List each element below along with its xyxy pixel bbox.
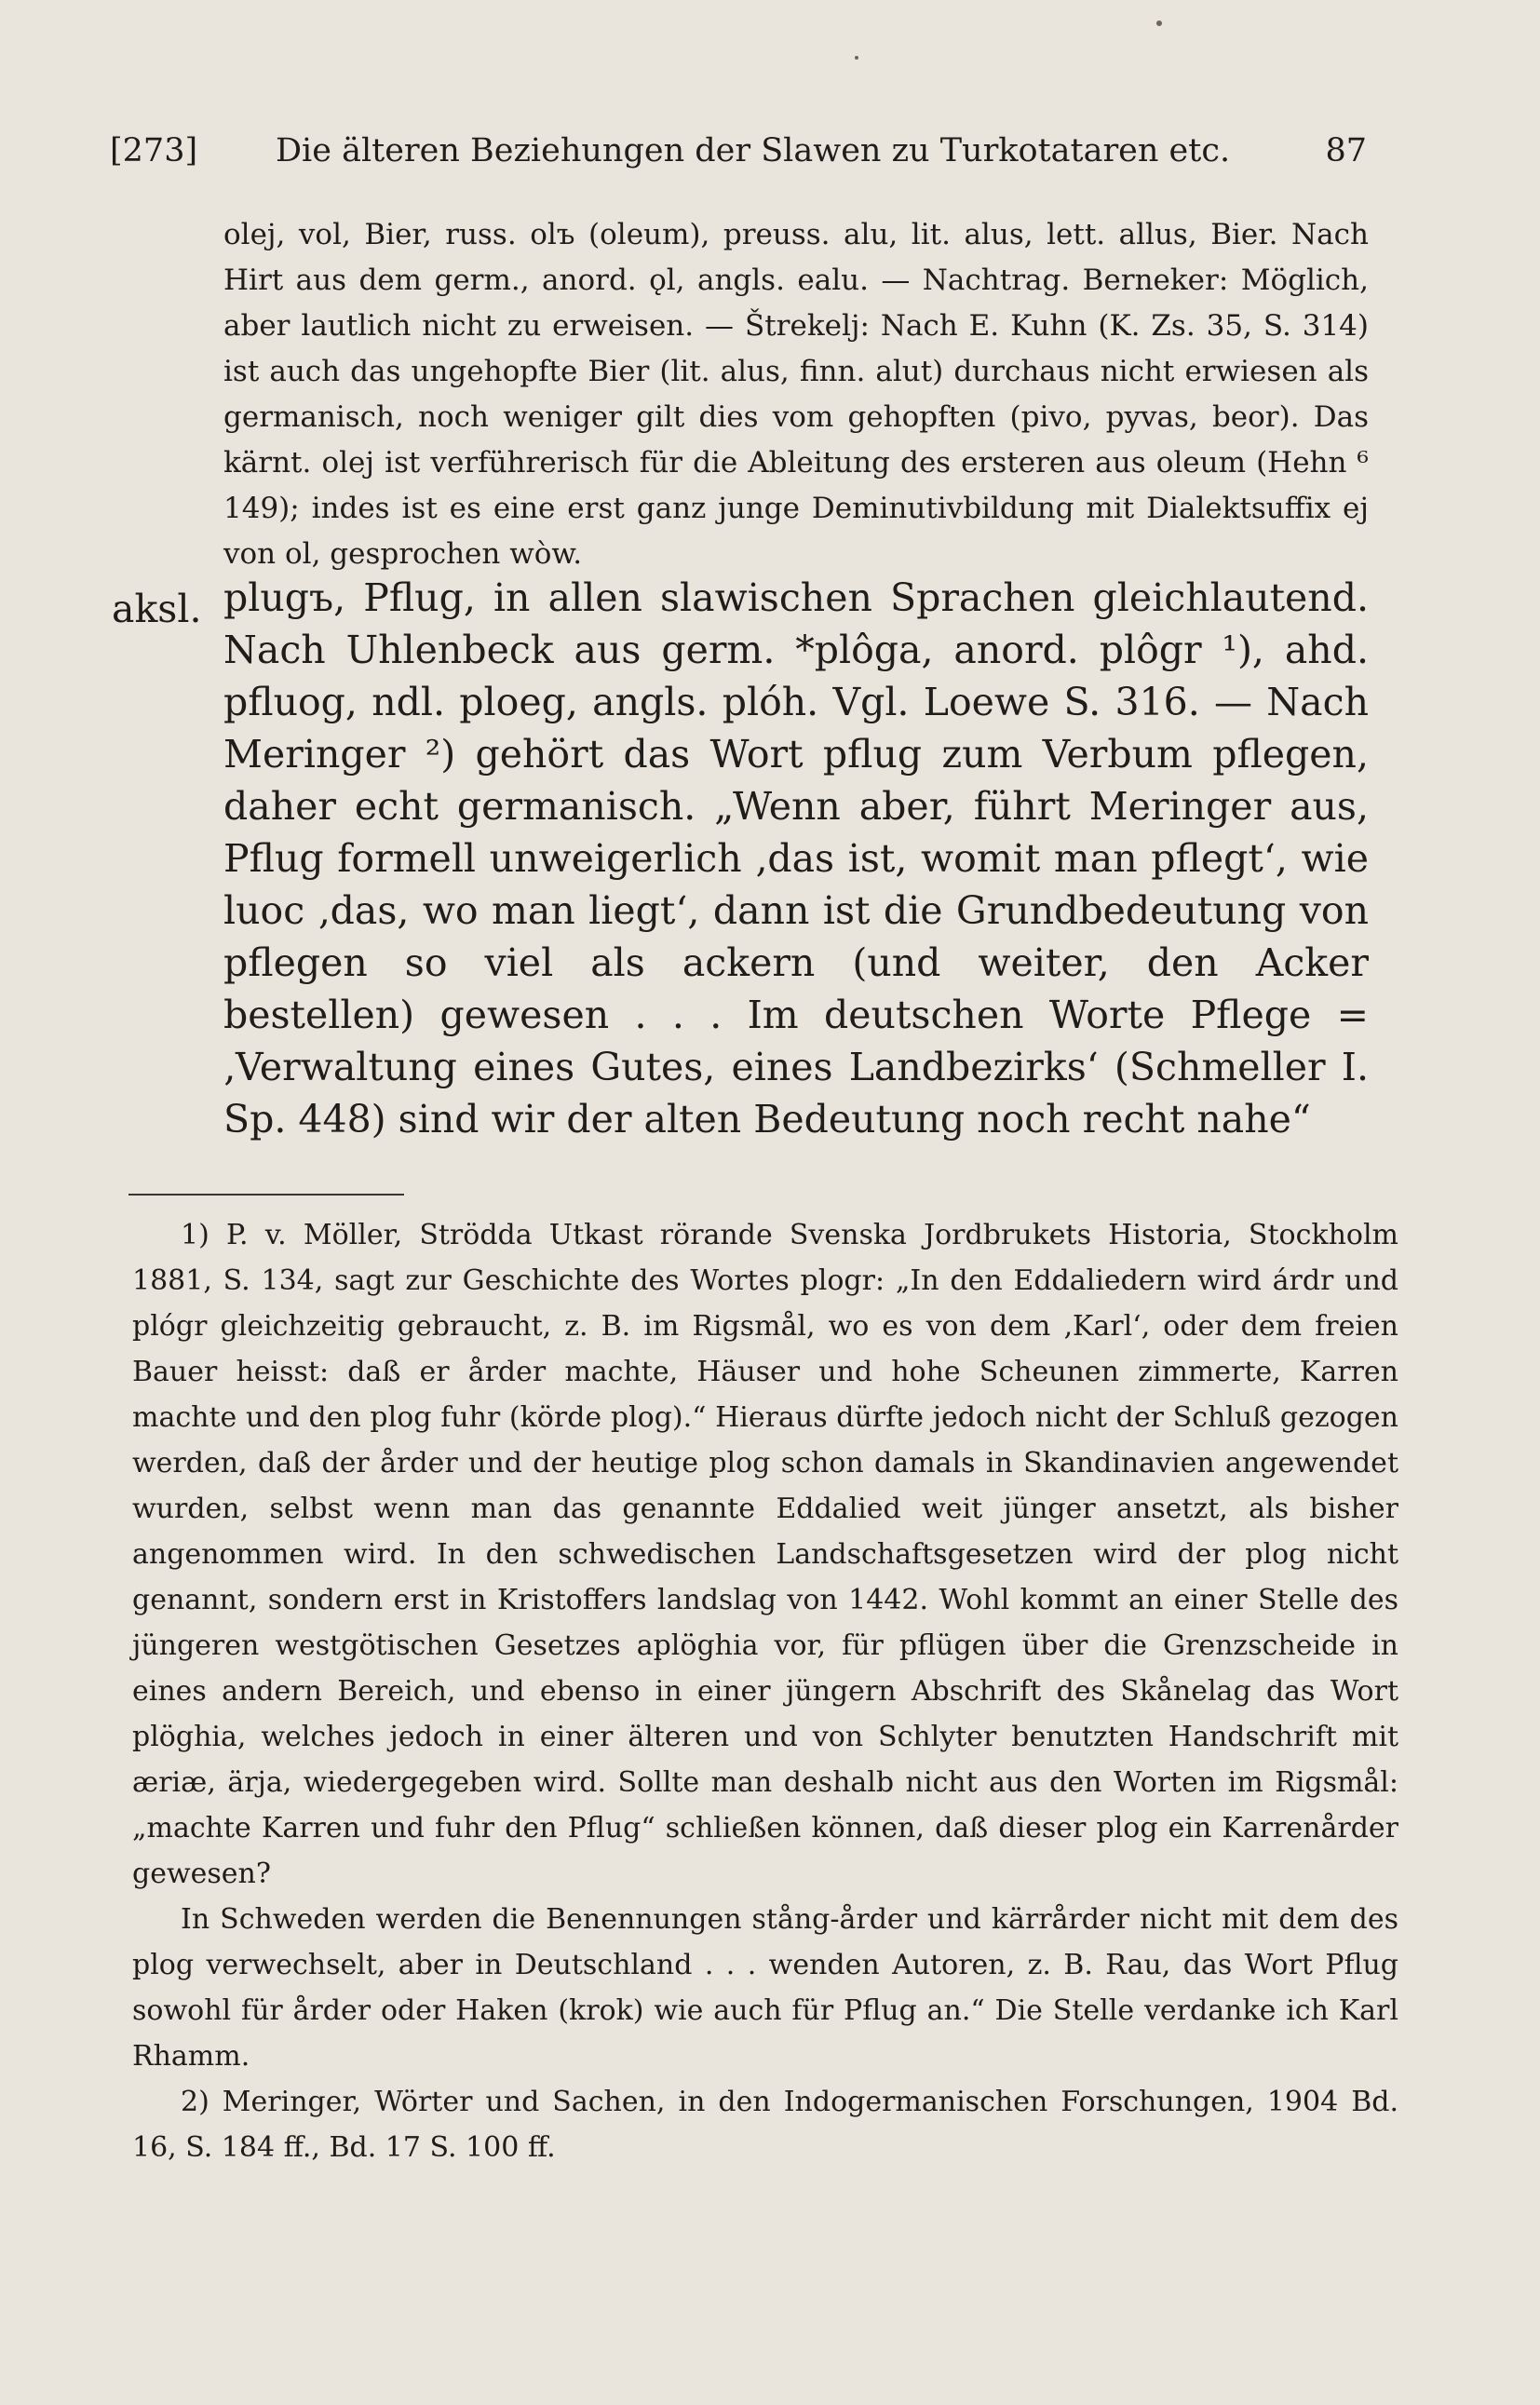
dictionary-entry <box>223 572 1369 1145</box>
footnote-2: 2) Meringer, Wörter und Sachen, in den Indogermanischen Forschungen, 1904 Bd. 16, S. 184 ff., Bd. 17 S. 100 ff. <box>132 2086 1398 2164</box>
folio-number: 87 <box>1325 132 1367 169</box>
paper-speck <box>855 56 858 60</box>
footnote-1: 1) P. v. Möller, Strödda Utkast rörande Svenska Jordbrukets Historia, Stockholm 1881, S. 134, sagt zur Geschichte des Wortes plogr: „In den Eddaliedern wird árdr und plógr gleichzeitig gebraucht, z. B. im Rigsmål, wo es von dem ‚Karl‘, oder dem freien Bauer heisst: daß er årder machte, Häuser und hohe Scheunen zimmerte, Karren machte und den plog fuhr (körde plog).“ Hieraus dürfte jedoch nicht der Schluß gezogen werden, daß der årder und der heutige plog schon damals in Skandinavien angewendet wurden, selbst wenn man das genannte Eddalied weit jünger ansetzt, als bisher angenommen wird. In den schwedischen Landschaftsgesetzen wird der plog nicht genannt, sondern erst in Kristoffers landslag von 1442. Wohl kommt an einer Stelle des jüngeren westgötischen Gesetzes aplöghia vor, für pflügen über die Grenzscheide in eines andern Bereich, und ebenso in einer jüngern Abschrift des Skånelag das Wort plöghia, welches jedoch in einer älteren und von Schlyter benutzten Handschrift mit æriæ, ärja, wiedergegeben wird. Sollte man deshalb nicht aus den Worten im Rigsmål: „machte Karren und fuhr den Pflug“ schließen können, daß dieser plog ein Karrenårder gewesen? <box>132 1219 1398 1890</box>
entry-language-prefix: aksl. <box>112 587 202 631</box>
running-title: Die älteren Beziehungen der Slawen zu Turkotataren etc. <box>276 132 1231 169</box>
footnote-1-continued: In Schweden werden die Benennungen stång-årder und kärrårder nicht mit dem des plog verwechselt, aber in Deutschland . . . wenden Autoren, z. B. Rau, das Wort Pflug sowohl für årder oder Haken (krok) wie auch für Pflug an.“ Die Stelle verdanke ich Karl Rhamm. <box>132 1903 1398 2073</box>
footnote-rule <box>128 1194 404 1196</box>
continued-entry <box>223 212 1369 577</box>
continued-paragraph: olej, vol, Bier, russ. olъ (oleum), preuss. alu, lit. alus, lett. allus, Bier. Nach Hirt aus dem germ., anord. ǫl, angls. ealu. — Nachtrag. Berneker: Möglich, aber lautlich nicht zu erweisen. — Štrekelj: Nach E. Kuhn (K. Zs. 35, S. 314) ist auch das ungehopfte Bier (lit. alus, finn. alut) durchaus nicht erwiesen als germanisch, noch weniger gilt dies vom gehopften (pivo, pyvas, beor). Das kärnt. olej ist verführerisch für die Ableitung des ersteren aus oleum (Hehn ⁶ 149); indes ist es eine erst ganz junge Deminutivbildung mit Dialektsuffix ej von ol, gesprochen wòw. <box>223 218 1369 571</box>
footnotes <box>132 1212 1398 2170</box>
bracket-page-number: [273] <box>110 132 198 169</box>
entry-text: plugъ, Pflug, in allen slawischen Sprachen gleichlautend. Nach Uhlenbeck aus germ. *plôga, anord. plôgr ¹), ahd. pfluog, ndl. ploeg, angls. plóh. Vgl. Loewe S. 316. — Nach Meringer ²) gehört das Wort pflug zum Verbum pflegen, daher echt germanisch. „Wenn aber, führt Meringer aus, Pflug formell unweigerlich ‚das ist, womit man pflegt‘, wie luoc ‚das, wo man liegt‘, dann ist die Grundbedeutung von pflegen so viel als ackern (und weiter, den Acker bestellen) gewesen . . . Im deutschen Worte Pflege = ‚Verwaltung eines Gutes, eines Landbezirks‘ (Schmeller I. Sp. 448) sind wir der alten Bedeutung noch recht nahe“ <box>223 575 1369 1142</box>
running-header <box>110 132 1367 179</box>
paper-speck <box>1156 20 1162 26</box>
